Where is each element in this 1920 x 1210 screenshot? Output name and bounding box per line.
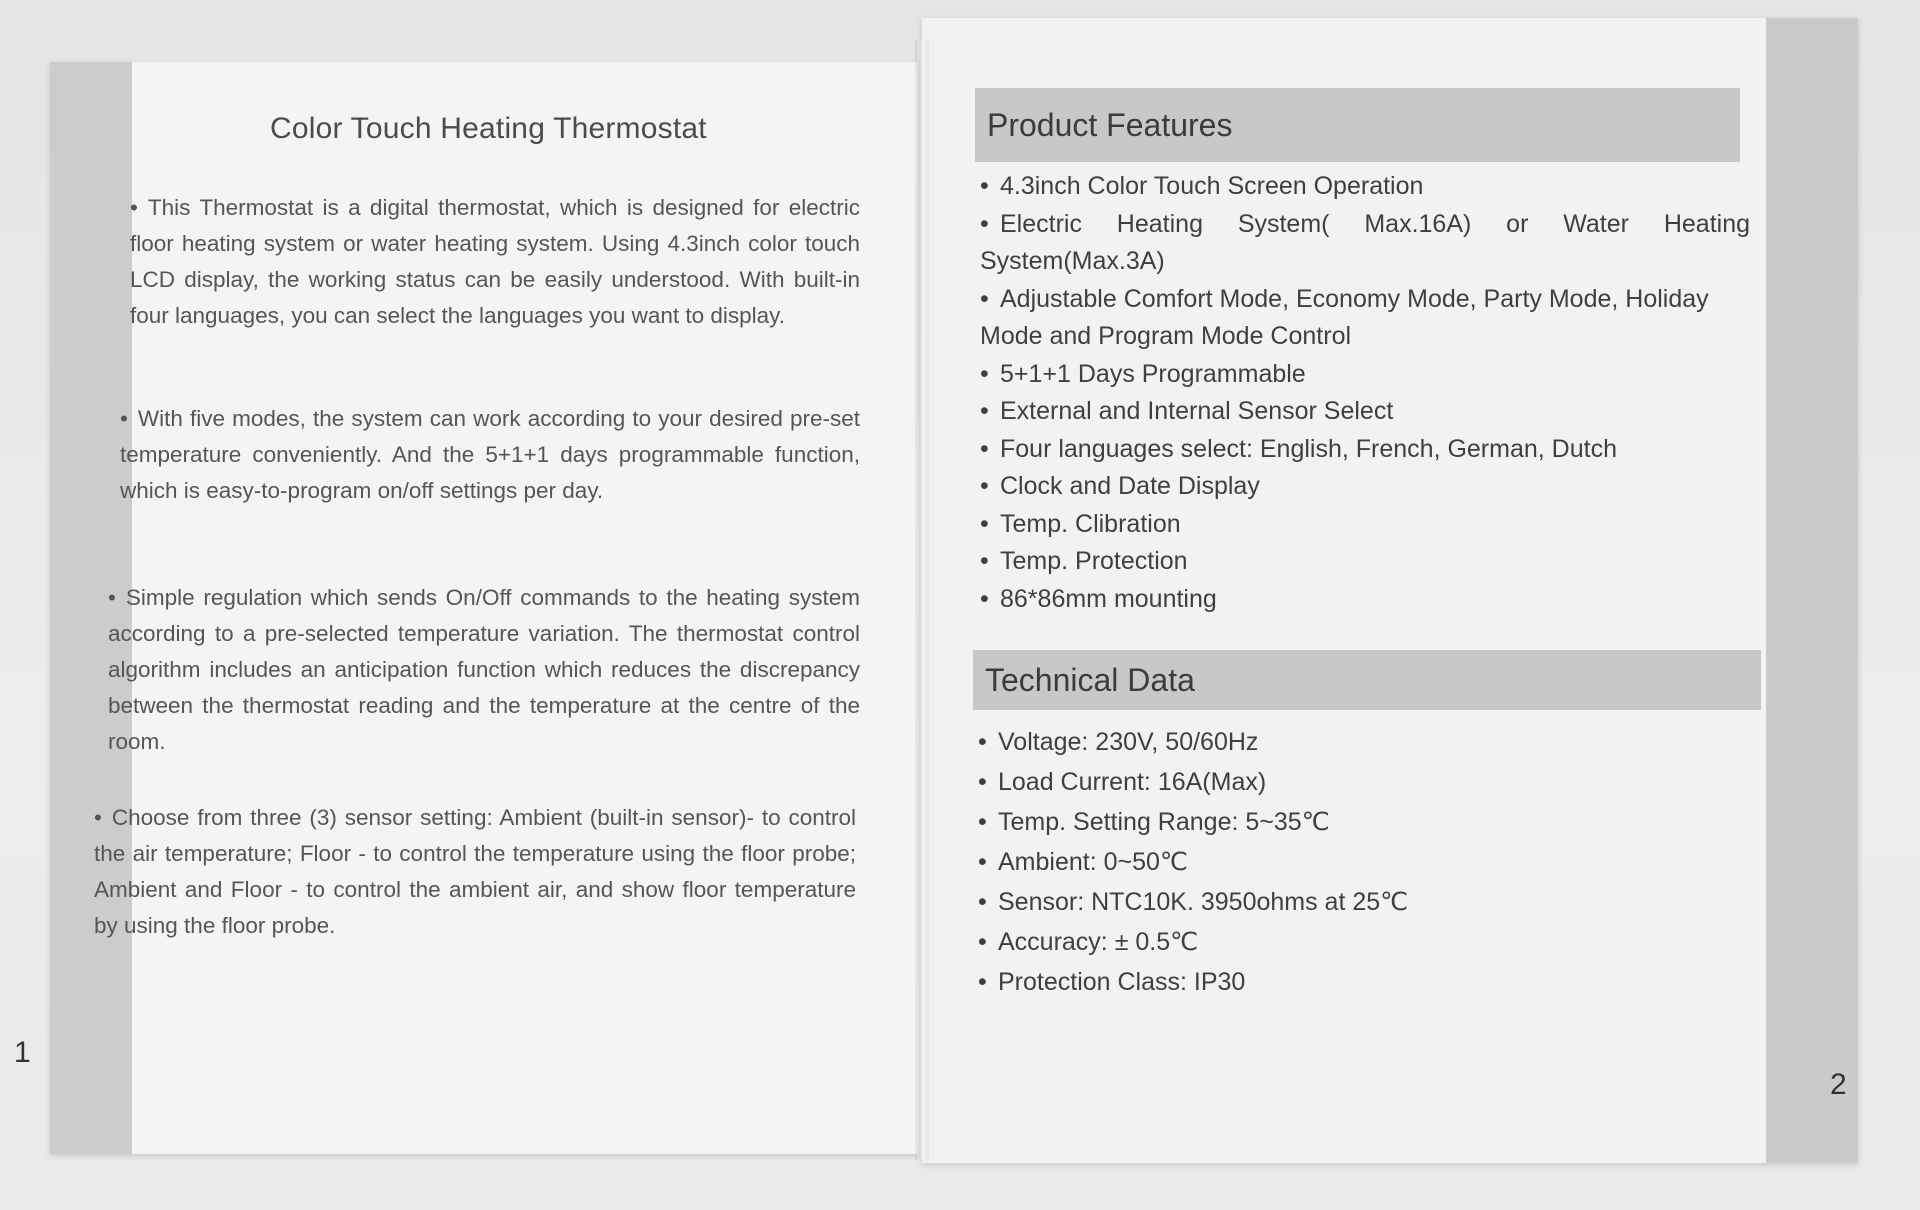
bullet-dot: • xyxy=(980,209,989,238)
list-item xyxy=(978,882,1738,922)
list-item xyxy=(980,356,1750,394)
feature-text: Four languages select: English, French, German, Dutch xyxy=(1000,434,1617,463)
tech-spec-text: Protection Class: IP30 xyxy=(998,968,1246,996)
feature-text: 86*86mm mounting xyxy=(1000,584,1217,613)
page-number-left: 1 xyxy=(14,1036,31,1069)
bullet-dot: • xyxy=(978,768,987,796)
bullet-dot: • xyxy=(120,406,128,431)
feature-text: 4.3inch Color Touch Screen Operation xyxy=(1000,172,1424,200)
paragraph-text: This Thermostat is a digital thermostat, which is designed for electric floor heating system or water heating system. Using 4.3inch color touch LCD display, the working status can be easily understood. With built-in four languages, you can select the languages you want to display. xyxy=(130,195,860,328)
bullet-dot: • xyxy=(980,359,989,388)
bullet-dot: • xyxy=(978,728,987,756)
feature-text: 5+1+1 Days Programmable xyxy=(1000,359,1306,388)
paragraph-text: With five modes, the system can work according to your desired pre-set temperature conveniently. And the 5+1+1 days programmable function, which is easy-to-program on/off settings per day. xyxy=(120,406,860,503)
bullet-dot: • xyxy=(980,472,989,500)
feature-text: External and Internal Sensor Select xyxy=(1000,397,1394,425)
list-item xyxy=(978,922,1738,962)
paragraph-text: Simple regulation which sends On/Off commands to the heating system according to a pre-selected temperature variation. The thermostat control algorithm includes an anticipation function which reduces the discrepancy between the thermostat reading and the temperature at the centre of the room. xyxy=(108,585,860,754)
feature-text: Clock and Date Display xyxy=(1000,472,1260,500)
tech-spec-text: Sensor: NTC10K. 3950ohms at 25℃ xyxy=(998,888,1409,916)
technical-data-header: Technical Data xyxy=(973,650,1761,710)
list-item xyxy=(978,802,1738,842)
list-item xyxy=(980,506,1750,544)
list-item xyxy=(980,543,1750,581)
tech-spec-text: Accuracy: ± 0.5℃ xyxy=(998,928,1199,956)
right-page-side-bar xyxy=(1766,18,1858,1163)
list-item xyxy=(978,842,1738,882)
feature-text: Temp. Protection xyxy=(1000,547,1188,575)
bullet-dot: • xyxy=(130,195,138,220)
bullet-dot: • xyxy=(980,584,989,613)
booklet-spine xyxy=(915,40,929,1160)
list-item xyxy=(980,581,1750,619)
bullet-dot: • xyxy=(978,968,987,996)
product-features-list xyxy=(980,168,1750,618)
bullet-dot: • xyxy=(978,848,987,876)
bullet-dot: • xyxy=(108,585,116,610)
list-item xyxy=(980,168,1750,206)
list-item xyxy=(980,431,1750,469)
feature-text: Electric Heating System( Max.16A) or Water Heating System(Max.3A) xyxy=(980,209,1750,275)
list-item xyxy=(980,206,1750,281)
paragraph-text: Choose from three (3) sensor setting: Ambient (built-in sensor)- to control the air temperature; Floor - to control the temperature using the floor probe; Ambient and Floor - to control the ambient air, and show floor temperature by using the floor probe. xyxy=(94,805,856,938)
bullet-dot: • xyxy=(978,808,987,836)
bullet-dot: • xyxy=(978,928,987,956)
description-paragraph-2 xyxy=(120,401,860,509)
feature-text: Adjustable Comfort Mode, Economy Mode, Party Mode, Holiday Mode and Program Mode Control xyxy=(980,284,1709,350)
tech-spec-text: Voltage: 230V, 50/60Hz xyxy=(998,728,1259,756)
tech-spec-text: Load Current: 16A(Max) xyxy=(998,768,1267,796)
product-features-header: Product Features xyxy=(975,88,1740,162)
bullet-dot: • xyxy=(980,172,989,200)
technical-data-list xyxy=(978,722,1738,1002)
bullet-dot: • xyxy=(980,284,989,313)
list-item xyxy=(978,722,1738,762)
page-title: Color Touch Heating Thermostat xyxy=(270,112,707,145)
list-item xyxy=(980,468,1750,506)
bullet-dot: • xyxy=(980,434,989,463)
tech-spec-text: Ambient: 0~50℃ xyxy=(998,848,1188,876)
description-paragraph-3 xyxy=(108,580,860,760)
description-paragraph-1 xyxy=(130,190,860,334)
page-number-right: 2 xyxy=(1830,1068,1847,1101)
tech-spec-text: Temp. Setting Range: 5~35℃ xyxy=(998,808,1330,836)
bullet-dot: • xyxy=(980,397,989,425)
list-item xyxy=(980,281,1750,356)
bullet-dot: • xyxy=(94,805,102,830)
bullet-dot: • xyxy=(980,547,989,575)
bullet-dot: • xyxy=(978,888,987,916)
feature-text: Temp. Clibration xyxy=(1000,509,1181,538)
list-item xyxy=(978,762,1738,802)
bullet-dot: • xyxy=(980,509,989,538)
list-item xyxy=(978,962,1738,1002)
list-item xyxy=(980,393,1750,431)
description-paragraph-4 xyxy=(94,800,856,944)
